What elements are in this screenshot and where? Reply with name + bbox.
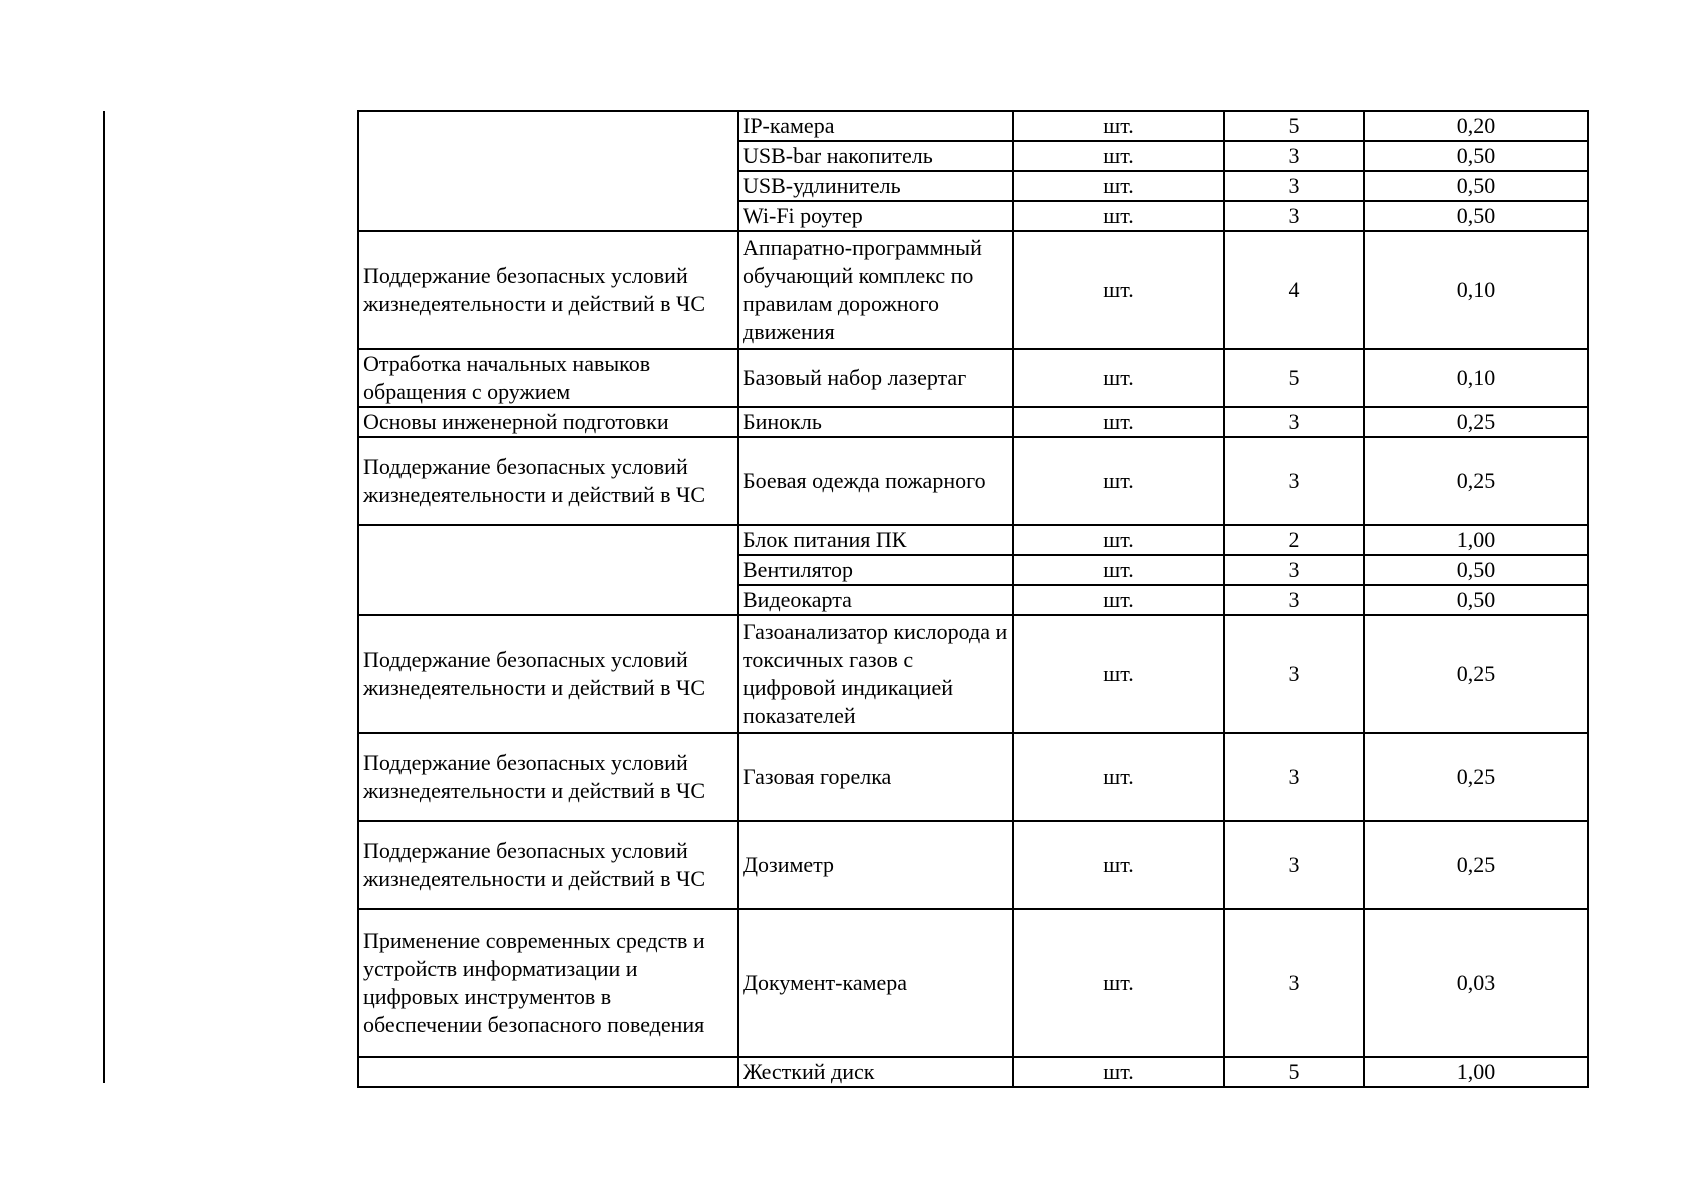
rate-cell: 0,25 [1364, 615, 1588, 733]
rate-cell: 0,50 [1364, 201, 1588, 231]
item-cell: Дозиметр [738, 821, 1013, 909]
unit-cell: шт. [1013, 171, 1224, 201]
unit-cell: шт. [1013, 201, 1224, 231]
qty-cell: 3 [1224, 585, 1364, 615]
topic-cell: Отработка начальных навыков обращения с оружием [358, 349, 738, 407]
item-cell: Видеокарта [738, 585, 1013, 615]
item-cell: Бинокль [738, 407, 1013, 437]
table-row [358, 733, 1588, 821]
rate-cell: 0,50 [1364, 585, 1588, 615]
qty-cell: 3 [1224, 407, 1364, 437]
topic-cell: Поддержание безопасных условий жизнедеятельности и действий в ЧС [358, 231, 738, 349]
rate-cell: 0,20 [1364, 111, 1588, 141]
unit-cell: шт. [1013, 525, 1224, 555]
unit-cell: шт. [1013, 585, 1224, 615]
topic-cell: Поддержание безопасных условий жизнедеятельности и действий в ЧС [358, 821, 738, 909]
rate-cell: 0,50 [1364, 171, 1588, 201]
qty-cell: 5 [1224, 111, 1364, 141]
item-cell: Вентилятор [738, 555, 1013, 585]
table-row [358, 909, 1588, 1057]
qty-cell: 3 [1224, 171, 1364, 201]
table-row [358, 111, 1588, 141]
rate-cell: 1,00 [1364, 1057, 1588, 1087]
unit-cell: шт. [1013, 821, 1224, 909]
table-row [358, 821, 1588, 909]
qty-cell: 3 [1224, 201, 1364, 231]
qty-cell: 3 [1224, 615, 1364, 733]
topic-cell: Поддержание безопасных условий жизнедеятельности и действий в ЧС [358, 615, 738, 733]
qty-cell: 2 [1224, 525, 1364, 555]
qty-cell: 3 [1224, 821, 1364, 909]
item-cell: Жесткий диск [738, 1057, 1013, 1087]
unit-cell: шт. [1013, 909, 1224, 1057]
qty-cell: 3 [1224, 141, 1364, 171]
qty-cell: 3 [1224, 437, 1364, 525]
item-cell: Документ-камера [738, 909, 1013, 1057]
qty-cell: 4 [1224, 231, 1364, 349]
rate-cell: 0,50 [1364, 555, 1588, 585]
qty-cell: 5 [1224, 349, 1364, 407]
qty-cell: 3 [1224, 555, 1364, 585]
item-cell: Блок питания ПК [738, 525, 1013, 555]
table-row [358, 349, 1588, 407]
unit-cell: шт. [1013, 349, 1224, 407]
table-row [358, 437, 1588, 525]
rate-cell: 0,25 [1364, 437, 1588, 525]
item-cell: IP-камера [738, 111, 1013, 141]
unit-cell: шт. [1013, 733, 1224, 821]
qty-cell: 5 [1224, 1057, 1364, 1087]
item-cell: Wi-Fi роутер [738, 201, 1013, 231]
rate-cell: 0,03 [1364, 909, 1588, 1057]
unit-cell: шт. [1013, 1057, 1224, 1087]
item-cell: USB-удлинитель [738, 171, 1013, 201]
table-row [358, 231, 1588, 349]
unit-cell: шт. [1013, 555, 1224, 585]
topic-cell [358, 1057, 738, 1087]
unit-cell: шт. [1013, 407, 1224, 437]
topic-cell: Поддержание безопасных условий жизнедеятельности и действий в ЧС [358, 733, 738, 821]
item-cell: Газоанализатор кислорода и токсичных газов с цифровой индикацией показателей [738, 615, 1013, 733]
item-cell: Газовая горелка [738, 733, 1013, 821]
topic-cell: Применение современных средств и устройств информатизации и цифровых инструментов в обеспечении безопасного поведения [358, 909, 738, 1057]
topic-cell [358, 525, 738, 615]
page-left-rule [103, 111, 105, 1083]
qty-cell: 3 [1224, 909, 1364, 1057]
item-cell: Боевая одежда пожарного [738, 437, 1013, 525]
item-cell: Базовый набор лазертаг [738, 349, 1013, 407]
qty-cell: 3 [1224, 733, 1364, 821]
topic-cell: Основы инженерной подготовки [358, 407, 738, 437]
rate-cell: 0,50 [1364, 141, 1588, 171]
equipment-table [357, 110, 1589, 1088]
unit-cell: шт. [1013, 111, 1224, 141]
rate-cell: 0,10 [1364, 231, 1588, 349]
unit-cell: шт. [1013, 141, 1224, 171]
rate-cell: 1,00 [1364, 525, 1588, 555]
topic-cell [358, 111, 738, 231]
table-row [358, 407, 1588, 437]
table-row [358, 525, 1588, 555]
table-row [358, 615, 1588, 733]
table-row [358, 1057, 1588, 1087]
item-cell: USB-bar накопитель [738, 141, 1013, 171]
rate-cell: 0,25 [1364, 407, 1588, 437]
topic-cell: Поддержание безопасных условий жизнедеятельности и действий в ЧС [358, 437, 738, 525]
item-cell: Аппаратно-программный обучающий комплекс по правилам дорожного движения [738, 231, 1013, 349]
unit-cell: шт. [1013, 437, 1224, 525]
unit-cell: шт. [1013, 231, 1224, 349]
rate-cell: 0,25 [1364, 733, 1588, 821]
rate-cell: 0,25 [1364, 821, 1588, 909]
unit-cell: шт. [1013, 615, 1224, 733]
rate-cell: 0,10 [1364, 349, 1588, 407]
